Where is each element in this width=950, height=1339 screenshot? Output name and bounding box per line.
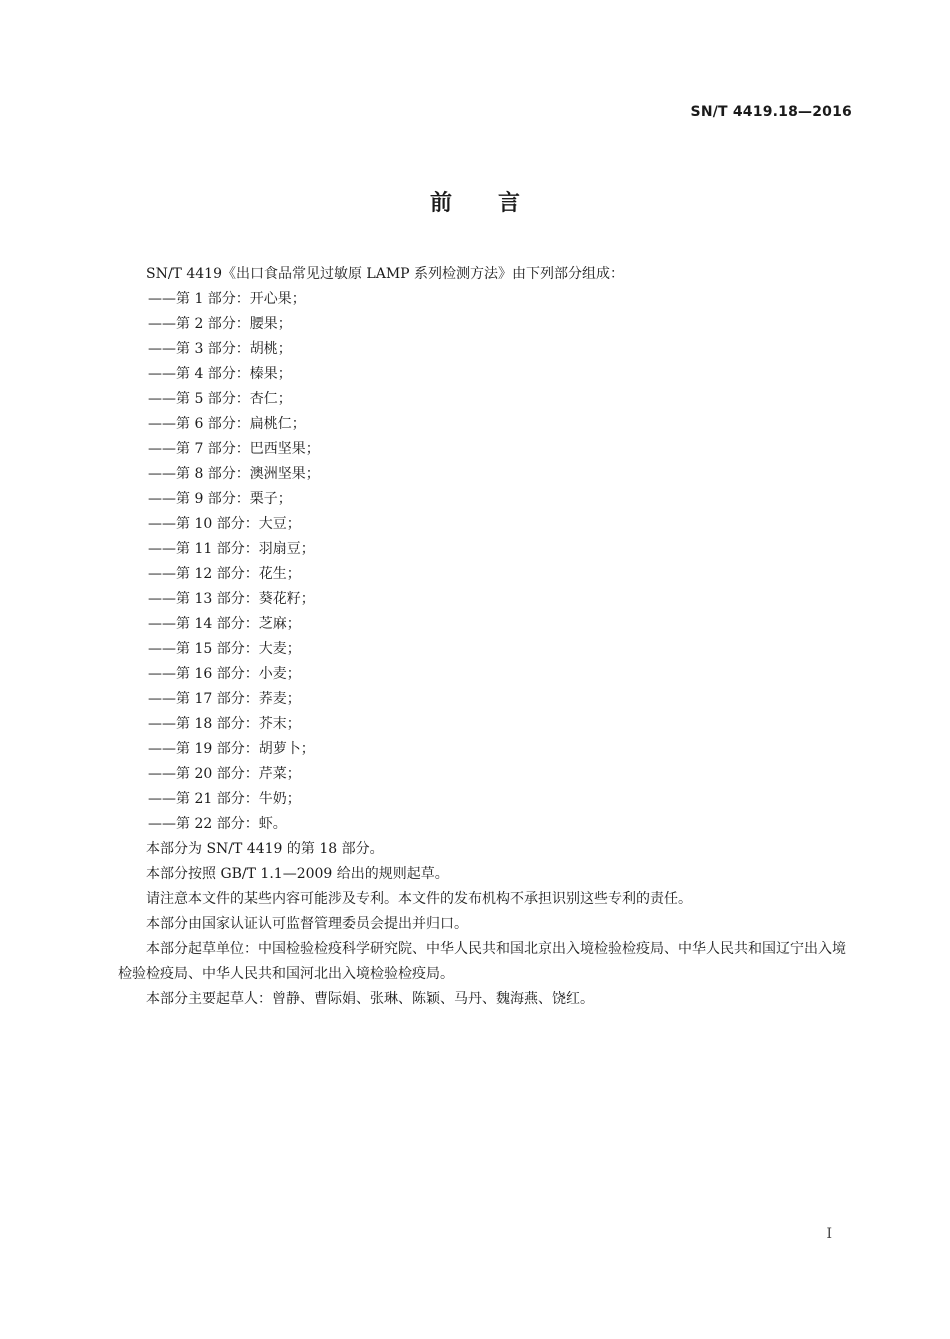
part-note-paragraph: 本部分为 SN/T 4419 的第 18 部分。 bbox=[146, 841, 384, 857]
list-item: ——第 18 部分：芥末； bbox=[148, 716, 301, 732]
list-item: ——第 14 部分：芝麻； bbox=[148, 616, 301, 632]
list-item: ——第 11 部分：羽扇豆； bbox=[148, 541, 315, 557]
list-item: ——第 10 部分：大豆； bbox=[148, 516, 301, 532]
list-item: ——第 21 部分：牛奶； bbox=[148, 791, 301, 807]
list-item: ——第 16 部分：小麦； bbox=[148, 666, 301, 682]
list-item: ——第 1 部分：开心果； bbox=[148, 291, 306, 307]
list-item: ——第 17 部分：荞麦； bbox=[148, 691, 301, 707]
intro-paragraph: SN/T 4419《出口食品常见过敏原 LAMP 系列检测方法》由下列部分组成： bbox=[146, 266, 625, 282]
list-item: ——第 15 部分：大麦； bbox=[148, 641, 301, 657]
list-item: ——第 5 部分：杏仁； bbox=[148, 391, 292, 407]
standard-code: SN/T 4419.18—2016 bbox=[690, 104, 852, 120]
page-number: I bbox=[826, 1226, 832, 1242]
list-item: ——第 6 部分：扁桃仁； bbox=[148, 416, 306, 432]
list-item: ——第 12 部分：花生； bbox=[148, 566, 301, 582]
patent-note-paragraph: 请注意本文件的某些内容可能涉及专利。本文件的发布机构不承担识别这些专利的责任。 bbox=[146, 891, 692, 907]
list-item: ——第 7 部分：巴西坚果； bbox=[148, 441, 320, 457]
list-item: ——第 13 部分：葵花籽； bbox=[148, 591, 315, 607]
list-item: ——第 4 部分：榛果； bbox=[148, 366, 292, 382]
drafting-rule-paragraph: 本部分按照 GB/T 1.1—2009 给出的规则起草。 bbox=[146, 866, 449, 882]
page-title: 前言 bbox=[429, 191, 566, 216]
document-body bbox=[118, 262, 858, 1012]
list-item: ——第 20 部分：芹菜； bbox=[148, 766, 301, 782]
list-item: ——第 22 部分：虾。 bbox=[148, 816, 287, 832]
proposer-paragraph: 本部分由国家认证认可监督管理委员会提出并归口。 bbox=[146, 916, 468, 932]
list-item: ——第 19 部分：胡萝卜； bbox=[148, 741, 315, 757]
list-item: ——第 2 部分：腰果； bbox=[148, 316, 292, 332]
list-item: ——第 8 部分：澳洲坚果； bbox=[148, 466, 320, 482]
drafting-units-paragraph: 本部分起草单位：中国检验检疫科学研究院、中华人民共和国北京出入境检验检疫局、中华人民共和国辽宁出入境检验检疫局、中华人民共和国河北出入境检验检疫局。 bbox=[118, 941, 846, 982]
parts-list bbox=[118, 287, 858, 837]
list-item: ——第 9 部分：栗子； bbox=[148, 491, 292, 507]
drafters-paragraph: 本部分主要起草人：曾静、曹际娟、张琳、陈颖、马丹、魏海燕、饶红。 bbox=[146, 991, 594, 1007]
list-item: ——第 3 部分：胡桃； bbox=[148, 341, 292, 357]
